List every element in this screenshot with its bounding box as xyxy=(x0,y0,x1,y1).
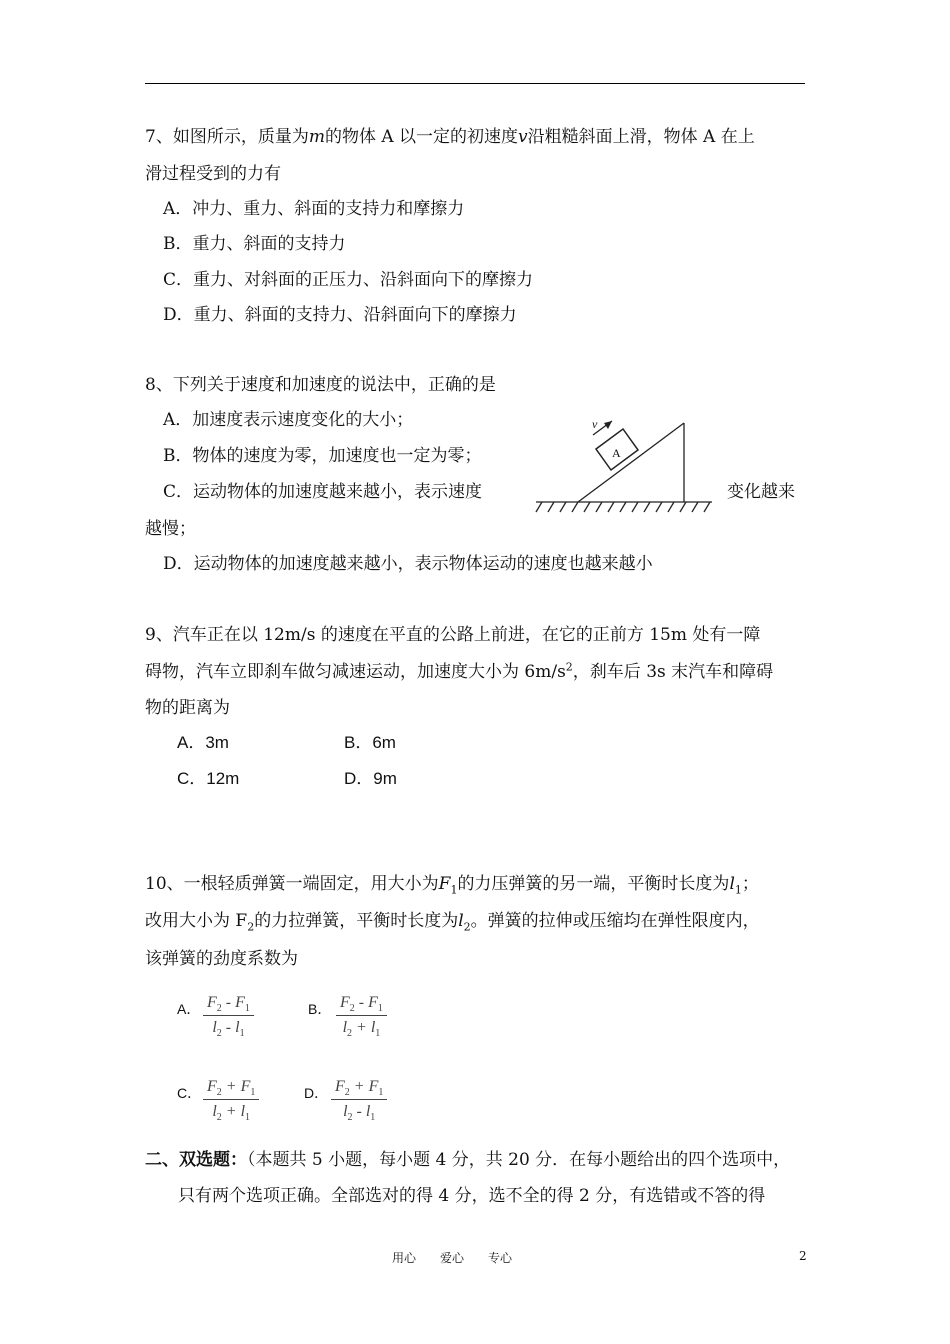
q10-option-c-fraction xyxy=(203,1078,259,1124)
q8-option-c-cont: 变化越来 xyxy=(727,482,795,502)
q8-option-c-wrap: 越慢； xyxy=(145,519,196,539)
q10-option-b-label: B． xyxy=(308,1001,332,1017)
q9-option-a: A．3m xyxy=(177,733,229,752)
q9-stem-line1: 9、汽车正在以 12m/s 的速度在平直的公路上前进，在它的正前方 15m 处有一障 xyxy=(145,625,761,645)
page-number: 2 xyxy=(799,1249,807,1263)
fraction-denominator: $l_2 - l_1$ xyxy=(343,1103,376,1124)
fraction-numerator: $F_2 + F_1$ xyxy=(331,1078,387,1100)
q10-stem-line2: 改用大小为 $F_2$的力拉弹簧，平衡时长度为$l_2$。弹簧的拉伸或压缩均在弹性限度内， xyxy=(145,911,760,934)
q7-option-d: D．重力、斜面的支持力、沿斜面向下的摩擦力 xyxy=(163,305,517,325)
q7-stem-line2: 滑过程受到的力有 xyxy=(145,164,281,184)
q10-option-d-label: D． xyxy=(304,1085,329,1101)
q10-option-b-fraction xyxy=(336,994,387,1040)
q10-option-d-fraction xyxy=(331,1078,387,1124)
q10-option-c-label: C． xyxy=(177,1085,202,1101)
fraction-denominator: $l_2 + l_1$ xyxy=(212,1103,251,1124)
q7-option-a: A．冲力、重力、斜面的支持力和摩擦力 xyxy=(163,199,465,219)
fraction-denominator: $l_2 - l_1$ xyxy=(212,1019,245,1040)
q7-option-b: B．重力、斜面的支持力 xyxy=(163,234,346,254)
q9-option-d: D．9m xyxy=(344,769,397,788)
q9-option-b: B．6m xyxy=(344,733,396,752)
q8-option-a: A．加速度表示速度变化的大小； xyxy=(163,410,414,430)
section2-line2: 只有两个选项正确。全部选对的得 4 分，选不全的得 2 分，有选错或不答的得 xyxy=(178,1186,766,1206)
block-label: A xyxy=(612,446,621,460)
q8-stem: 8、下列关于速度和加速度的说法中，正确的是 xyxy=(145,375,496,395)
q8-option-c: C．运动物体的加速度越来越小，表示速度 xyxy=(163,482,483,502)
fraction-numerator: $F_2 - F_1$ xyxy=(336,994,387,1016)
velocity-arrowhead xyxy=(604,421,612,429)
incline-figure xyxy=(530,410,720,518)
q7-stem-line1: 7、如图所示，质量为m的物体 A 以一定的初速度v沿粗糙斜面上滑，物体 A 在上 xyxy=(145,127,755,147)
q9-stem-line3: 物的距离为 xyxy=(145,698,230,718)
q10-option-a-fraction xyxy=(203,994,254,1040)
q8-option-b: B．物体的速度为零，加速度也一定为零； xyxy=(163,446,482,466)
q10-option-a-label: A． xyxy=(177,1001,201,1017)
section2-line1: 二、双选题：（本题共 5 小题，每小题 4 分，共 20 分．在每小题给出的四个选项中， xyxy=(145,1150,791,1170)
q9-option-c: C．12m xyxy=(177,769,240,788)
footer-motto: 用心 爱心 专心 xyxy=(392,1251,513,1265)
section2-heading: 二、双选题： xyxy=(145,1150,247,1170)
ground-hatching xyxy=(536,502,710,512)
fraction-denominator: $l_2 + l_1$ xyxy=(342,1019,381,1040)
fraction-numerator: $F_2 + F_1$ xyxy=(203,1078,259,1100)
fraction-numerator: $F_2 - F_1$ xyxy=(203,994,254,1016)
q7-option-c: C．重力、对斜面的正压力、沿斜面向下的摩擦力 xyxy=(163,270,534,290)
q10-stem-line1: 10、一根轻质弹簧一端固定，用大小为$F_1$的力压弹簧的另一端，平衡时长度为$l_1$； xyxy=(145,874,759,897)
header-rule xyxy=(145,83,805,84)
velocity-label: v xyxy=(592,417,598,431)
q10-stem-line3: 该弹簧的劲度系数为 xyxy=(145,949,298,969)
q8-option-d: D．运动物体的加速度越来越小，表示物体运动的速度也越来越小 xyxy=(163,554,653,574)
q9-stem-line2: 碍物，汽车立即刹车做匀减速运动，加速度大小为 $6m/s^2$，刹车后 3s 末汽车和障碍 xyxy=(145,660,774,682)
